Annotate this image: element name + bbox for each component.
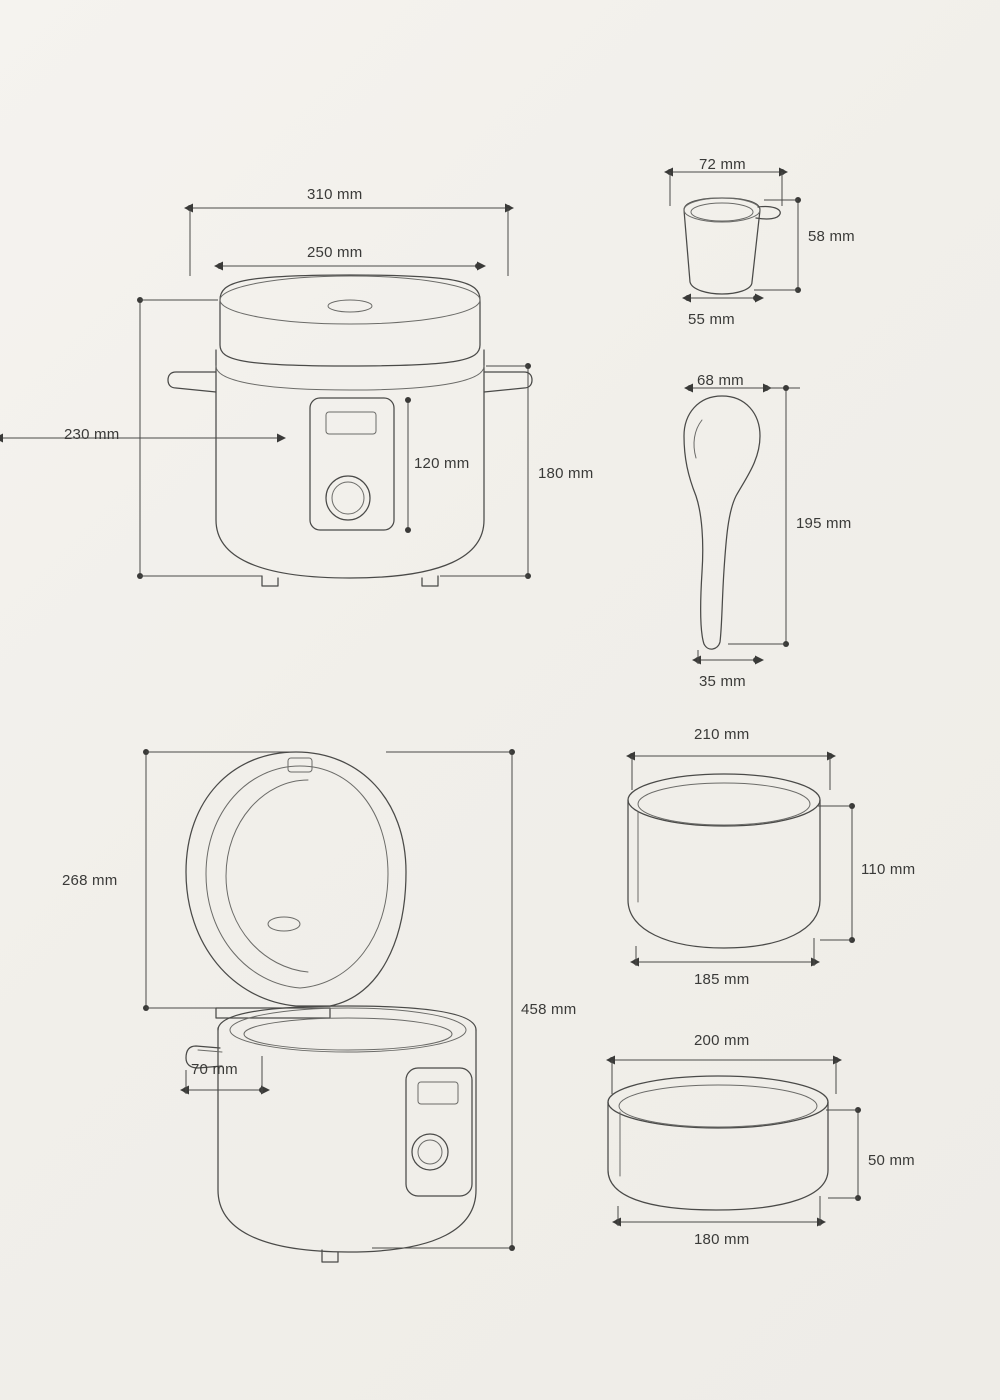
dimension-label-tray-top-diameter: 200 mm: [694, 1032, 750, 1049]
dimension-label-body-width: 250 mm: [307, 244, 363, 261]
dimension-label-lid-open-height: 268 mm: [62, 872, 118, 889]
dimension-label-body-height: 180 mm: [538, 465, 594, 482]
front-view-dimension-lines: [2, 205, 531, 579]
dimension-label-tray-height: 50 mm: [868, 1152, 915, 1169]
dimension-label-overall-width: 310 mm: [307, 186, 363, 203]
dimension-label-overall-height: 230 mm: [64, 426, 120, 443]
dimension-label-panel-height: 120 mm: [414, 455, 470, 472]
dimension-label-tray-base-diameter: 180 mm: [694, 1231, 750, 1248]
dimension-label-pot-base-diameter: 185 mm: [694, 971, 750, 988]
measuring-cup-geometry: [684, 198, 780, 294]
side-view-dimension-lines: [143, 749, 515, 1251]
dimension-label-handle-depth: 70 mm: [191, 1061, 238, 1078]
dimension-label-paddle-length: 195 mm: [796, 515, 852, 532]
front-view-closed-geometry: [168, 275, 532, 586]
inner-pot-geometry: [628, 774, 820, 948]
side-view-lid-open-geometry: [186, 752, 476, 1262]
dimension-label-cup-base-diameter: 55 mm: [688, 311, 735, 328]
dimension-label-total-open-height: 458 mm: [521, 1001, 577, 1018]
steamer-tray-geometry: [608, 1076, 828, 1210]
dimension-label-cup-height: 58 mm: [808, 228, 855, 245]
dimension-label-pot-height: 110 mm: [861, 861, 916, 878]
measuring-cup-dimension-lines: [667, 169, 801, 301]
dimension-label-paddle-handle-width: 35 mm: [699, 673, 746, 690]
rice-paddle-dimension-lines: [687, 385, 800, 664]
rice-paddle-geometry: [684, 396, 760, 649]
dimension-label-paddle-head-width: 68 mm: [697, 372, 744, 389]
inner-pot-dimension-lines: [629, 753, 855, 966]
dimension-label-pot-top-diameter: 210 mm: [694, 726, 750, 743]
dimension-label-cup-top-diameter: 72 mm: [699, 156, 746, 173]
